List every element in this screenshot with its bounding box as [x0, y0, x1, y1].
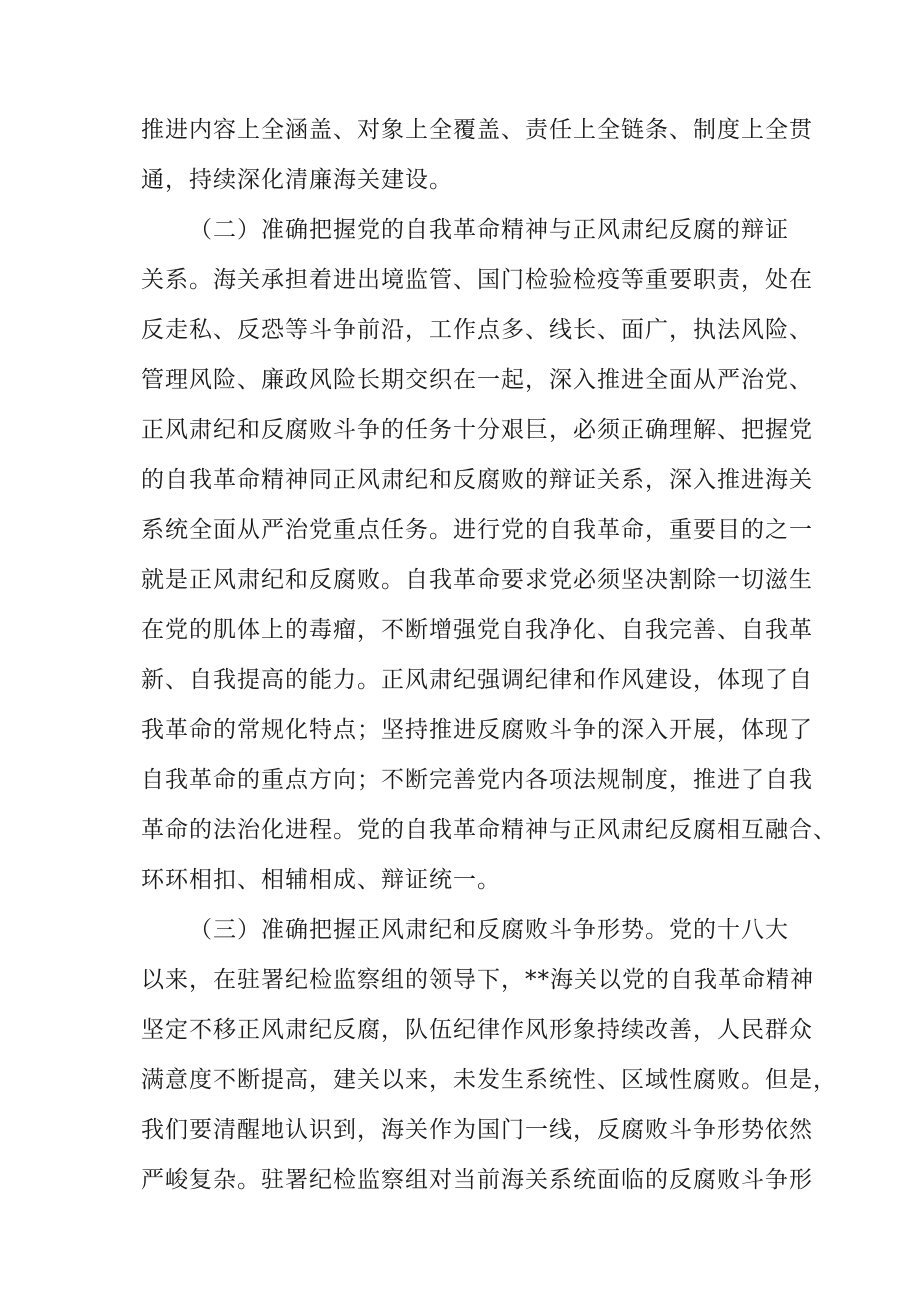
text-line: 严峻复杂。驻署纪检监察组对当前海关系统面临的反腐败斗争形 [141, 1167, 813, 1193]
text-line: 正风肃纪和反腐败斗争的任务十分艰巨，必须正确理解、把握党 [141, 417, 813, 443]
text-line: 的自我革命精神同正风肃纪和反腐败的辩证关系，深入推进海关 [141, 467, 813, 493]
text-line: 在党的肌体上的毒瘤，不断增强党自我净化、自我完善、自我革 [141, 617, 813, 643]
text-line: 坚定不移正风肃纪反腐，队伍纪律作风形象持续改善，人民群众 [141, 1017, 813, 1043]
text-line: 我们要清醒地认识到，海关作为国门一线，反腐败斗争形势依然 [141, 1117, 813, 1143]
text-line: 以来，在驻署纪检监察组的领导下，**海关以党的自我革命精神 [141, 967, 814, 993]
text-line: 新、自我提高的能力。正风肃纪强调纪律和作风建设，体现了自 [141, 667, 813, 693]
text-line: 自我革命的重点方向；不断完善党内各项法规制度，推进了自我 [141, 767, 813, 793]
text-line: 满意度不断提高，建关以来，未发生系统性、区域性腐败。但是， [141, 1067, 837, 1093]
text-line: 反走私、反恐等斗争前沿，工作点多、线长、面广，执法风险、 [141, 317, 813, 343]
text-line: 关系。海关承担着进出境监管、国门检验检疫等重要职责，处在 [141, 267, 813, 293]
text-line: 系统全面从严治党重点任务。进行党的自我革命，重要目的之一 [141, 517, 813, 543]
section-heading-line: （二）准确把握党的自我革命精神与正风肃纪反腐的辩证 [189, 217, 789, 243]
text-line: 我革命的常规化特点；坚持推进反腐败斗争的深入开展，体现了 [141, 717, 813, 743]
text-line: 环环相扣、相辅相成、辩证统一。 [141, 867, 501, 893]
text-line: 革命的法治化进程。党的自我革命精神与正风肃纪反腐相互融合、 [141, 817, 837, 843]
text-line: 推进内容上全涵盖、对象上全覆盖、责任上全链条、制度上全贯 [141, 117, 813, 143]
section-heading-line: （三）准确把握正风肃纪和反腐败斗争形势。党的十八大 [189, 917, 789, 943]
text-line: 管理风险、廉政风险长期交织在一起，深入推进全面从严治党、 [141, 367, 813, 393]
text-line: 就是正风肃纪和反腐败。自我革命要求党必须坚决割除一切滋生 [141, 567, 813, 593]
text-line: 通，持续深化清廉海关建设。 [141, 167, 453, 193]
